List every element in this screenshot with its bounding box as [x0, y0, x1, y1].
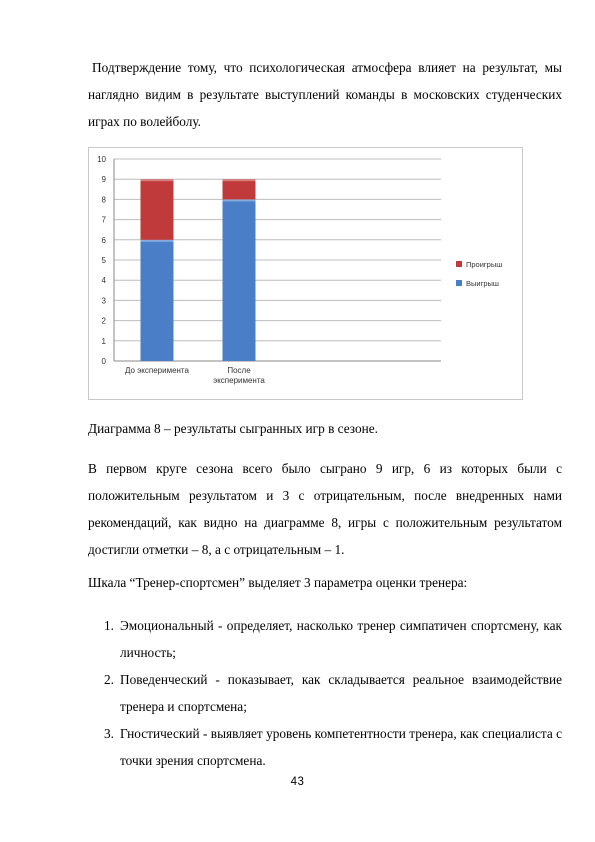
list-item	[88, 720, 562, 774]
intro-paragraph: Подтверждение тому, что психологическая атмосфера влияет на результат, мы наглядно видим в результате выступлений команды в московских студенческих играх по волейболу.	[88, 60, 562, 129]
x-tick-label: До эксперимента	[125, 366, 189, 375]
body-paragraph: В первом круге сезона всего было сыграно 9 игр, 6 из которых были с положительным результатом и 3 с отрицательным, после внедренных нами рекомендаций, как видно на диаграмме 8, игры с положительным результатом достигли отметки – 8, а с отрицательным – 1.	[88, 461, 562, 557]
legend-swatch	[456, 280, 462, 286]
legend-label: Проигрыш	[466, 260, 503, 269]
x-tick-label: После	[227, 366, 251, 375]
list-item	[88, 666, 562, 720]
list-item-number: 3.	[104, 726, 114, 741]
y-tick-label: 2	[101, 316, 106, 326]
y-tick-label: 9	[101, 175, 106, 185]
y-tick-label: 10	[97, 155, 106, 164]
y-tick-label: 0	[101, 357, 106, 366]
bar-highlight	[223, 179, 256, 181]
bar-wins	[223, 199, 256, 361]
y-tick-label: 6	[101, 235, 106, 245]
x-tick-label: эксперимента	[213, 376, 265, 385]
y-tick-label: 1	[101, 336, 106, 346]
list-item-number: 2.	[104, 672, 114, 687]
bar-wins	[141, 240, 174, 361]
list-item-text: Гностический - выявляет уровень компетентности тренера, как специалиста с точки зрения спортсмена.	[120, 726, 562, 768]
y-tick-label: 7	[101, 215, 106, 225]
bar-highlight	[141, 179, 174, 181]
y-tick-label: 3	[101, 296, 106, 306]
parameter-list	[88, 612, 562, 774]
bar-losses	[223, 179, 256, 199]
list-item	[88, 612, 562, 666]
scale-intro-paragraph: Шкала “Тренер-спортсмен” выделяет 3 параметра оценки тренера:	[88, 575, 468, 590]
y-tick-label: 4	[101, 276, 106, 286]
list-item-text: Поведенческий - показывает, как складывается реальное взаимодействие тренера и спортсмена;	[120, 672, 562, 714]
bar-highlight	[141, 240, 174, 242]
y-tick-label: 5	[101, 256, 106, 265]
page-number: 43	[290, 776, 305, 788]
bar-highlight	[223, 199, 256, 201]
list-item-number: 1.	[104, 618, 114, 633]
chart-caption: Диаграмма 8 – результаты сыгранных игр в сезоне.	[88, 421, 378, 436]
bar-losses	[141, 179, 174, 240]
y-tick-label: 8	[101, 195, 106, 205]
results-chart	[88, 147, 523, 400]
list-item-text: Эмоциональный - определяет, насколько тренер симпатичен спортсмену, как личность;	[120, 618, 562, 660]
chart-svg	[89, 148, 522, 399]
legend-label: Выигрыш	[466, 279, 499, 288]
legend-swatch	[456, 261, 462, 267]
